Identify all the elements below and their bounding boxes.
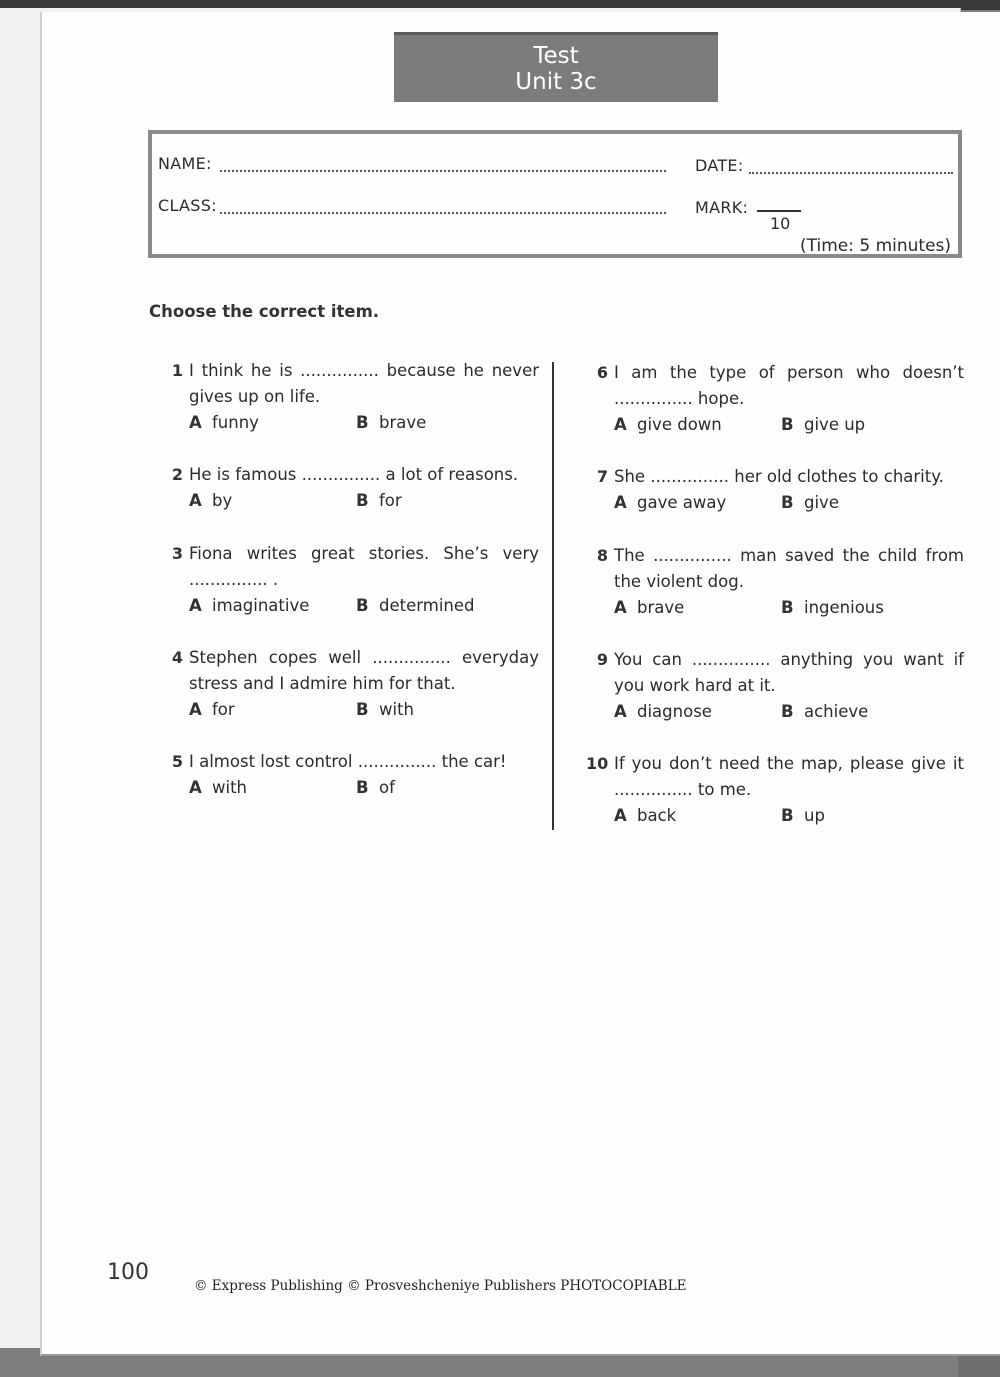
question-5 bbox=[171, 749, 539, 801]
title-test: Test bbox=[533, 43, 579, 69]
date-label: DATE: bbox=[695, 156, 744, 175]
option-b[interactable]: B achieve bbox=[781, 702, 869, 721]
question-6 bbox=[596, 360, 964, 438]
copyright-notice: © Express Publishing © Prosveshcheniye Publishers PHOTOCOPIABLE bbox=[194, 1278, 687, 1294]
option-a[interactable]: A imaginative bbox=[189, 596, 310, 615]
question-2 bbox=[171, 462, 539, 514]
question-text: Stephen copes well ............... everyday stress and I admire him for that. bbox=[189, 648, 539, 693]
option-a[interactable]: A funny bbox=[189, 413, 259, 432]
question-number: 10 bbox=[586, 754, 609, 773]
mark-label: MARK: bbox=[695, 198, 749, 217]
question-text: If you don’t need the map, please give it ............... to me. bbox=[614, 754, 964, 799]
question-4 bbox=[171, 645, 539, 723]
option-b[interactable]: B for bbox=[356, 491, 402, 510]
option-b[interactable]: B brave bbox=[356, 413, 427, 432]
question-7 bbox=[596, 464, 964, 516]
question-10 bbox=[586, 751, 964, 829]
question-number: 3 bbox=[171, 544, 183, 563]
time-limit: (Time: 5 minutes) bbox=[800, 236, 952, 256]
question-number: 9 bbox=[596, 650, 608, 669]
question-number: 6 bbox=[596, 363, 608, 382]
option-a[interactable]: A diagnose bbox=[614, 702, 712, 721]
question-text: I almost lost control ............... the car! bbox=[189, 752, 507, 771]
column-divider bbox=[552, 362, 554, 830]
option-a[interactable]: A gave away bbox=[614, 493, 727, 512]
question-number: 1 bbox=[171, 361, 183, 380]
option-b[interactable]: B determined bbox=[356, 596, 475, 615]
option-b[interactable]: B with bbox=[356, 700, 415, 719]
title-unit: Unit 3c bbox=[515, 69, 597, 95]
class-field[interactable] bbox=[220, 212, 666, 214]
option-b[interactable]: B give bbox=[781, 493, 839, 512]
question-text: I think he is ............... because he never gives up on life. bbox=[189, 361, 539, 406]
question-9 bbox=[596, 647, 964, 725]
option-a[interactable]: A brave bbox=[614, 598, 685, 617]
option-b[interactable]: B up bbox=[781, 806, 825, 825]
question-number: 2 bbox=[171, 465, 183, 484]
worksheet-page bbox=[40, 12, 1000, 1356]
name-field[interactable] bbox=[220, 170, 666, 172]
option-b[interactable]: B give up bbox=[781, 415, 866, 434]
instruction-text: Choose the correct item. bbox=[149, 302, 380, 321]
question-number: 8 bbox=[596, 546, 608, 565]
option-b[interactable]: B of bbox=[356, 778, 395, 797]
option-a[interactable]: A for bbox=[189, 700, 235, 719]
question-3 bbox=[171, 541, 539, 619]
question-text: She ............... her old clothes to charity. bbox=[614, 467, 944, 486]
question-text: Fiona writes great stories. She’s very ............... . bbox=[189, 544, 539, 589]
title-banner bbox=[394, 32, 718, 102]
question-8 bbox=[596, 543, 964, 621]
date-field[interactable] bbox=[749, 172, 953, 174]
name-label: NAME: bbox=[158, 154, 212, 173]
student-info-box bbox=[148, 130, 962, 258]
question-number: 5 bbox=[171, 752, 183, 771]
page-number: 100 bbox=[107, 1260, 149, 1285]
mark-denominator: 10 bbox=[770, 214, 791, 233]
question-text: You can ............... anything you want if you work hard at it. bbox=[614, 650, 964, 695]
question-number: 4 bbox=[171, 648, 183, 667]
question-text: I am the type of person who doesn’t ............... hope. bbox=[614, 363, 964, 408]
question-number: 7 bbox=[596, 467, 608, 486]
mark-field[interactable] bbox=[757, 210, 801, 212]
option-a[interactable]: A back bbox=[614, 806, 677, 825]
option-a[interactable]: A with bbox=[189, 778, 248, 797]
question-text: The ............... man saved the child from the violent dog. bbox=[614, 546, 964, 591]
option-b[interactable]: B ingenious bbox=[781, 598, 884, 617]
class-label: CLASS: bbox=[158, 196, 217, 215]
question-1 bbox=[171, 358, 539, 436]
option-a[interactable]: A by bbox=[189, 491, 233, 510]
option-a[interactable]: A give down bbox=[614, 415, 722, 434]
question-text: He is famous ............... a lot of reasons. bbox=[189, 465, 519, 484]
